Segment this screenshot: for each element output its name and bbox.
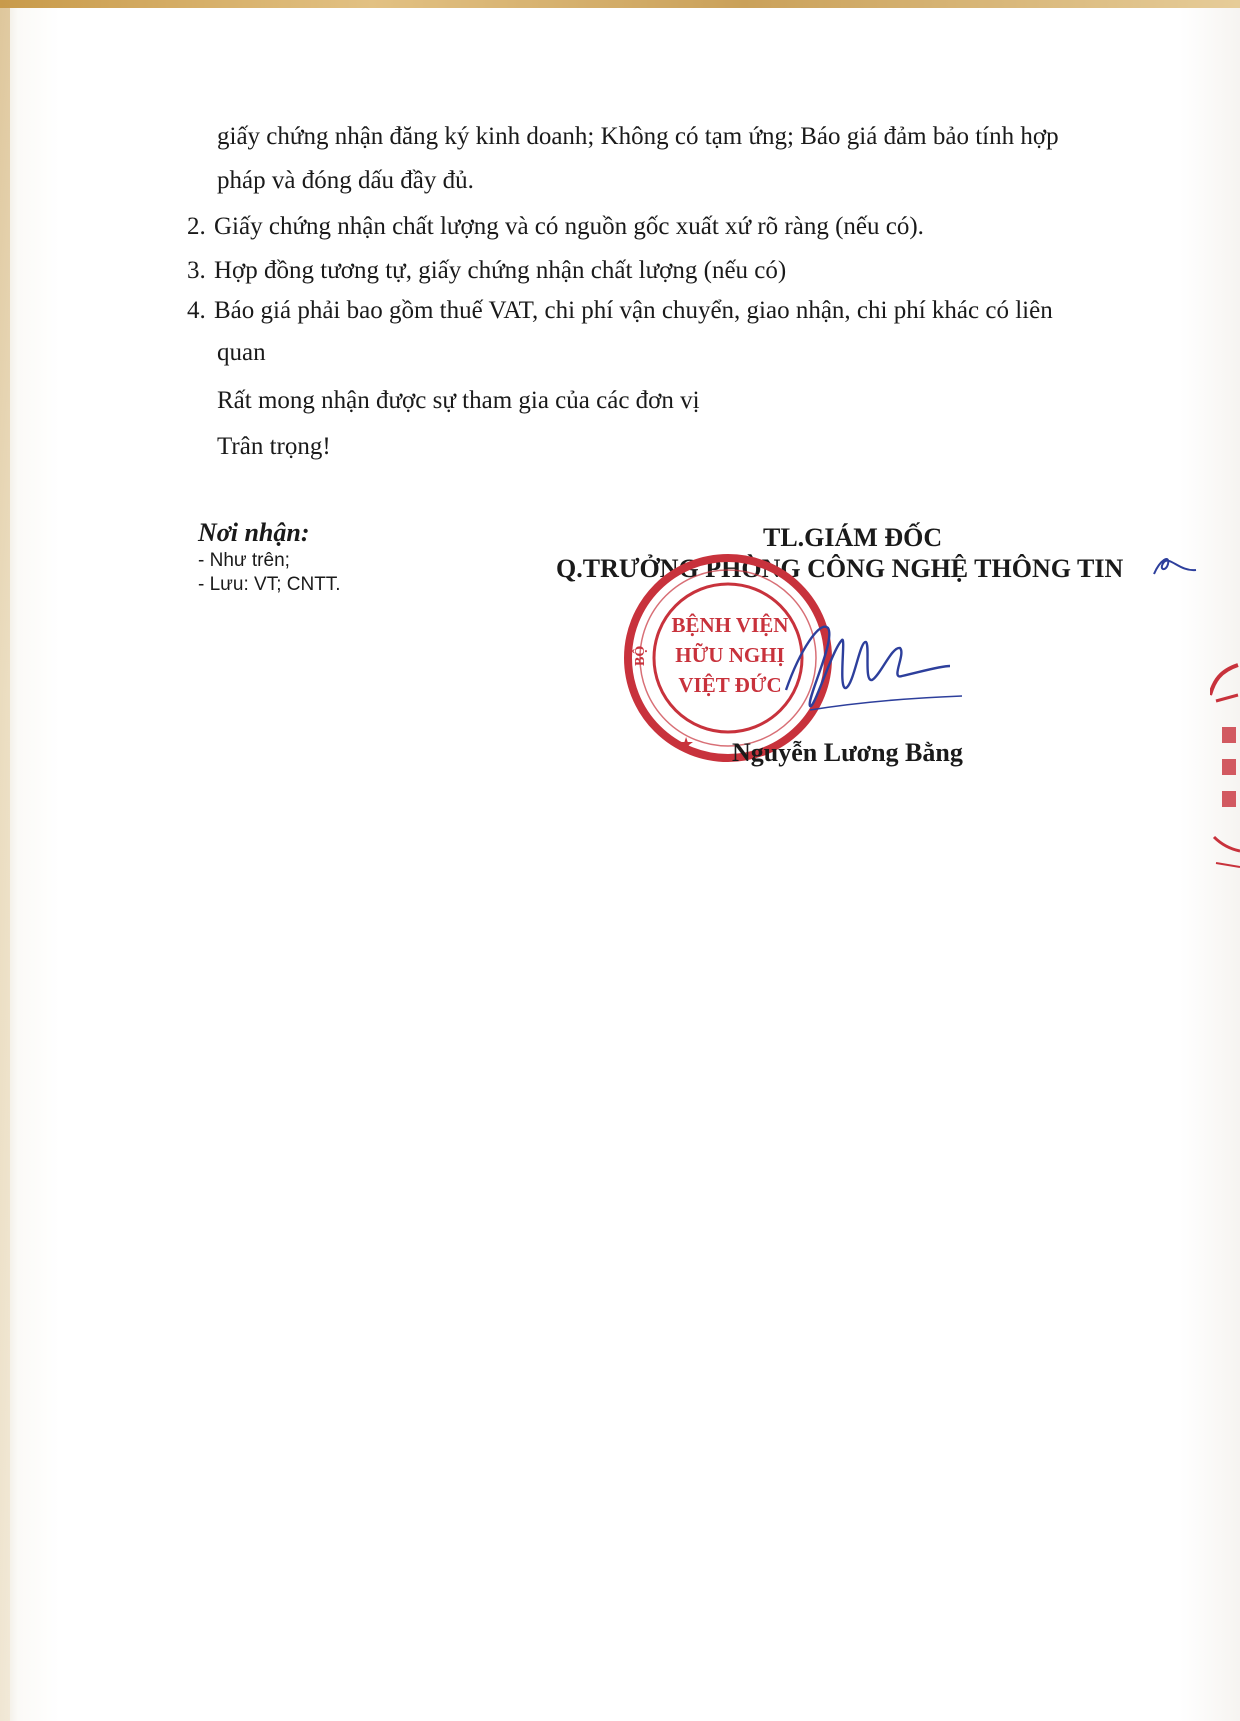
body-line: pháp và đóng dấu đầy đủ. [217, 167, 474, 194]
scan-edge-top [0, 0, 1240, 8]
stamp-line: BỆNH VIỆN [671, 613, 789, 637]
list-number: 3. [187, 257, 206, 284]
list-number: 2. [187, 213, 206, 240]
stamp-line: HỮU NGHỊ [675, 643, 785, 667]
recipient-item: - Như trên; [198, 550, 290, 571]
closing-greeting: Trân trọng! [217, 433, 331, 460]
scan-edge-left [0, 8, 10, 1721]
initial-mark [1150, 550, 1200, 580]
closing-line: Rất mong nhận được sự tham gia của các đơn vị [217, 387, 700, 414]
signature-position: Q.TRƯỞNG PHÒNG CÔNG NGHỆ THÔNG TIN [556, 554, 1124, 583]
stamp-line: VIỆT ĐỨC [678, 673, 782, 697]
signer-name: Nguyễn Lương Bằng [732, 738, 963, 767]
list-item: Báo giá phải bao gồm thuế VAT, chi phí vận chuyển, giao nhận, chi phí khác có liên [214, 297, 1053, 324]
signature-title: TL.GIÁM ĐỐC [763, 523, 943, 552]
body-line: giấy chứng nhận đăng ký kinh doanh; Không có tạm ứng; Báo giá đảm bảo tính hợp [217, 123, 1059, 150]
body-line: quan [217, 339, 266, 366]
stamp-star-icon: ★ [678, 734, 695, 754]
partial-stamp-edge [1210, 655, 1240, 875]
stamp-side-text: BỘ [633, 645, 648, 666]
handwritten-signature [780, 610, 970, 720]
recipient-item: - Lưu: VT; CNTT. [198, 574, 341, 595]
list-item: Giấy chứng nhận chất lượng và có nguồn gốc xuất xứ rõ ràng (nếu có). [214, 213, 924, 240]
list-item: Hợp đồng tương tự, giấy chứng nhận chất lượng (nếu có) [214, 257, 787, 284]
list-number: 4. [187, 297, 206, 324]
recipients-title: Nơi nhận: [198, 518, 310, 547]
